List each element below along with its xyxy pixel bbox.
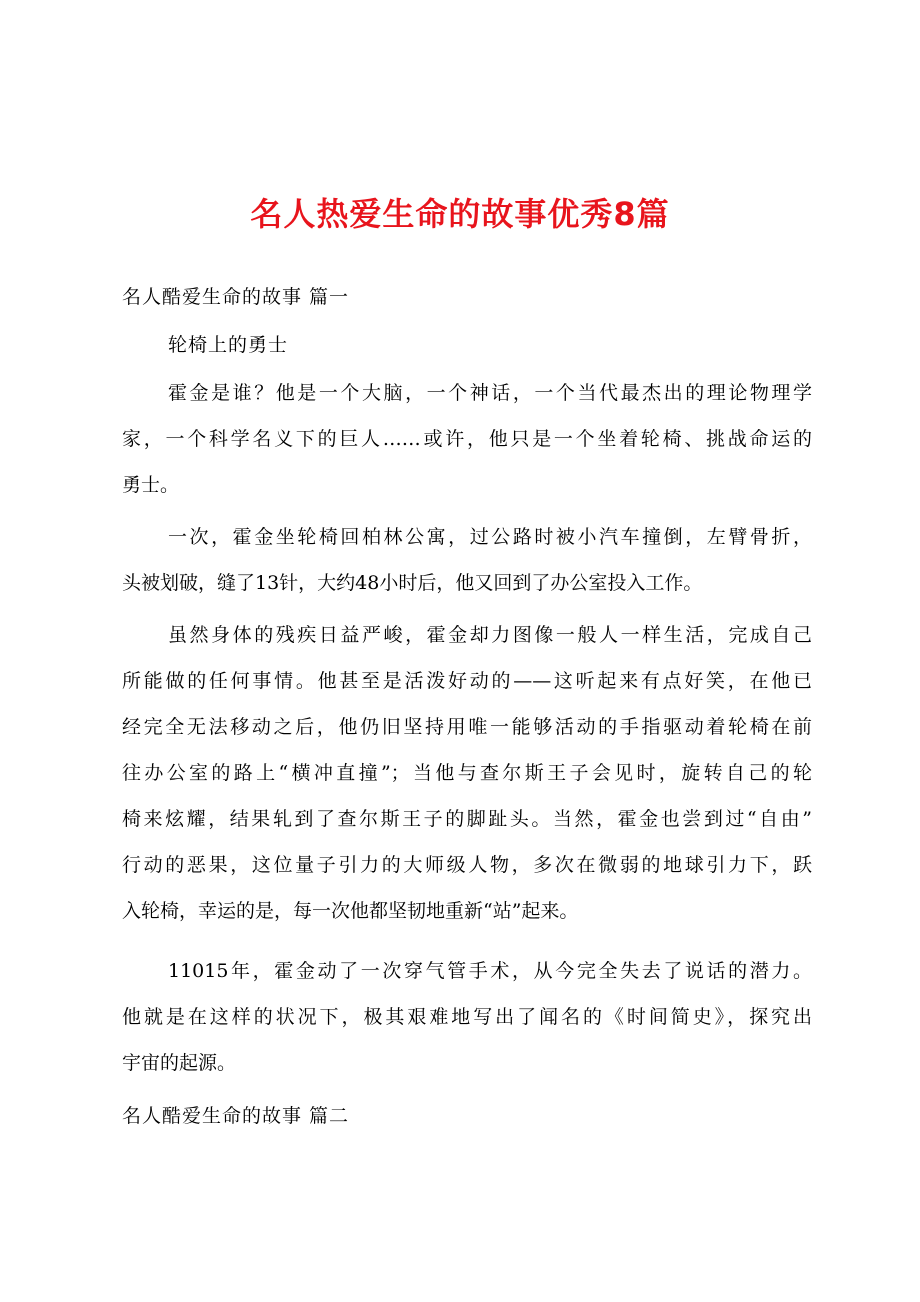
paragraph-line: 头被划破，缝了13针，大约48小时后，他又回到了办公室投入工作。 (122, 572, 703, 594)
section-heading-2: 名人酷爱生命的故事 篇二 (122, 1105, 350, 1127)
paragraph-line: 入轮椅，幸运的是，每一次他都坚韧地重新“站”起来。 (122, 900, 579, 922)
paragraph-4 (122, 954, 812, 1092)
story-subtitle: 轮椅上的勇士 (168, 334, 289, 356)
paragraph-line: 椅来炫耀，结果轧到了查尔斯王子的脚趾头。当然，霍金也尝到过“自由” (122, 808, 812, 830)
paragraph-3 (122, 618, 812, 940)
paragraph-line: 霍金是谁？他是一个大脑，一个神话，一个当代最杰出的理论物理学 (168, 382, 812, 404)
paragraph-line: 往办公室的路上“横冲直撞”；当他与查尔斯王子会见时，旋转自己的轮 (122, 762, 812, 784)
section-heading-1: 名人酷爱生命的故事 篇一 (122, 286, 350, 308)
paragraph-line: 他就是在这样的状况下，极其艰难地写出了闻名的《时间简史》，探究出 (122, 1006, 812, 1028)
paragraph-1 (122, 376, 812, 514)
paragraph-line: 行动的恶果，这位量子引力的大师级人物，多次在微弱的地球引力下，跃 (122, 854, 812, 876)
paragraph-line: 家，一个科学名义下的巨人……或许，他只是一个坐着轮椅、挑战命运的 (122, 428, 812, 450)
paragraph-line: 经完全无法移动之后，他仍旧坚持用唯一能够活动的手指驱动着轮椅在前 (122, 716, 812, 738)
paragraph-line: 一次，霍金坐轮椅回柏林公寓，过公路时被小汽车撞倒，左臂骨折， (168, 526, 812, 548)
paragraph-line: 勇士。 (122, 474, 180, 496)
paragraph-line: 宇宙的起源。 (122, 1052, 237, 1074)
paragraph-line: 所能做的任何事情。他甚至是活泼好动的——这听起来有点好笑，在他已 (122, 670, 812, 692)
document-title: 名人热爱生命的故事优秀8篇 (250, 195, 670, 233)
paragraph-line: 11015年，霍金动了一次穿气管手术，从今完全失去了说话的潜力。 (168, 960, 812, 982)
paragraph-2 (122, 520, 812, 612)
paragraph-line: 虽然身体的残疾日益严峻，霍金却力图像一般人一样生活，完成自己 (168, 624, 812, 646)
